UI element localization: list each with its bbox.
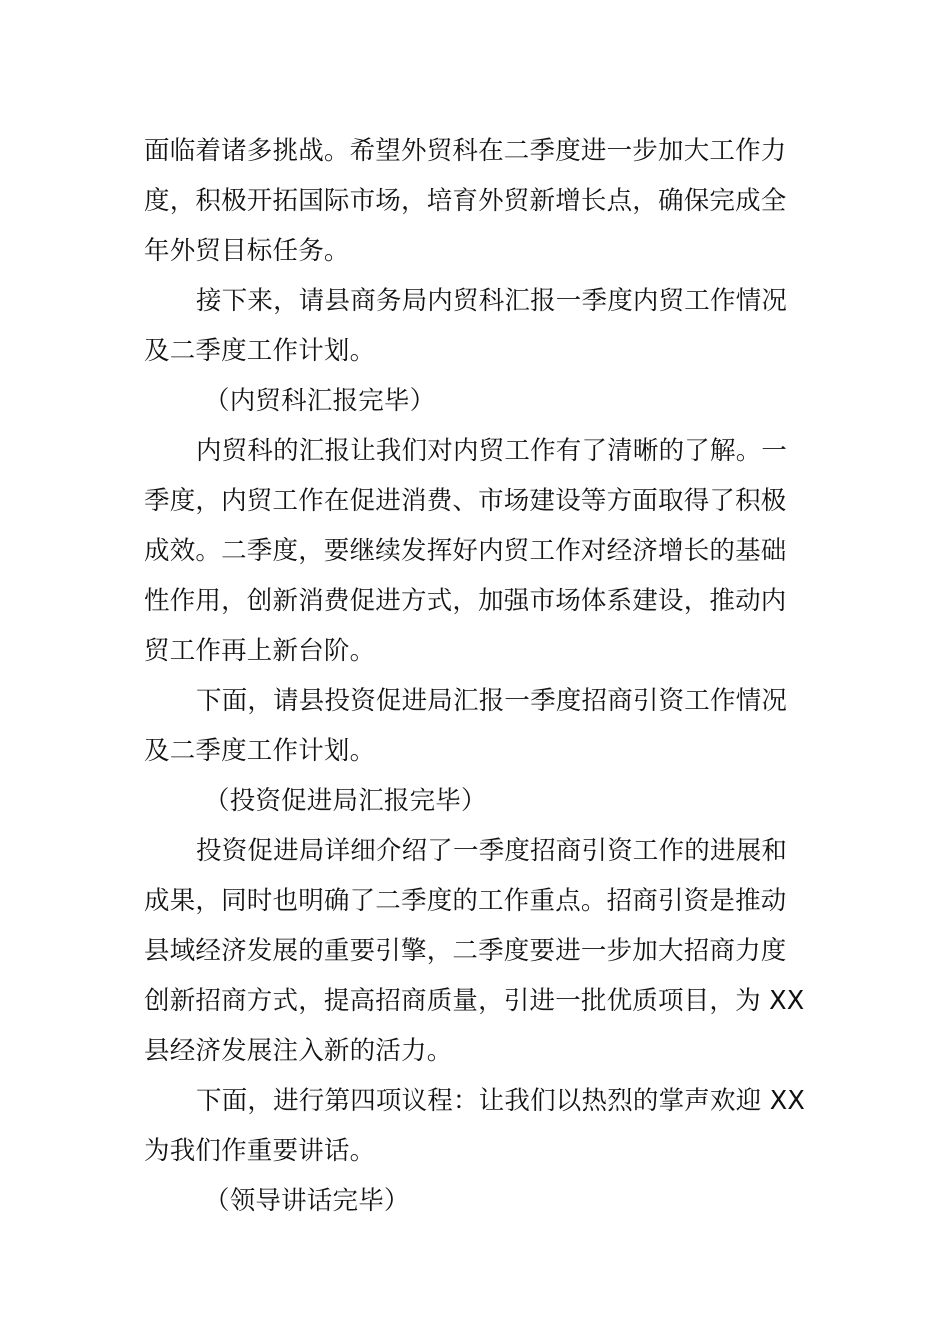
body-text-line: 投资促进局详细介绍了一季度招商引资工作的进展和 — [196, 836, 788, 866]
body-text-line: 县域经济发展的重要引擎，二季度要进一步加大招商力度 — [144, 936, 787, 966]
body-text-line: 面临着诸多挑战。希望外贸科在二季度进一步加大工作力 — [144, 136, 787, 166]
body-text-line: 及二季度工作计划。 — [144, 736, 376, 766]
body-text-line: 下面，请县投资促进局汇报一季度招商引资工作情况 — [196, 686, 788, 716]
body-text-line: 内贸科的汇报让我们对内贸工作有了清晰的了解。一 — [196, 436, 788, 466]
body-text-line: 性作用，创新消费促进方式，加强市场体系建设，推动内 — [144, 586, 787, 616]
stage-direction: （领导讲话完毕） — [204, 1186, 410, 1216]
body-text-line: 下面，进行第四项议程：让我们以热烈的掌声欢迎 XX — [196, 1086, 806, 1116]
body-text-line: 成效。二季度，要继续发挥好内贸工作对经济增长的基础 — [144, 536, 787, 566]
body-text-line: 度，积极开拓国际市场，培育外贸新增长点，确保完成全 — [144, 186, 787, 216]
body-text-line: 接下来，请县商务局内贸科汇报一季度内贸工作情况 — [196, 286, 788, 316]
body-text-line: 贸工作再上新台阶。 — [144, 636, 376, 666]
body-text-line: 创新招商方式，提高招商质量，引进一批优质项目，为 XX — [144, 986, 805, 1016]
body-text-line: 县经济发展注入新的活力。 — [144, 1036, 453, 1066]
body-text-line: 为我们作重要讲话。 — [144, 1136, 376, 1166]
body-text-line: 年外贸目标任务。 — [144, 236, 350, 266]
body-text-line: 及二季度工作计划。 — [144, 336, 376, 366]
stage-direction: （内贸科汇报完毕） — [204, 386, 436, 416]
body-text-line: 成果，同时也明确了二季度的工作重点。招商引资是推动 — [144, 886, 787, 916]
stage-direction: （投资促进局汇报完毕） — [204, 786, 487, 816]
body-text-line: 季度，内贸工作在促进消费、市场建设等方面取得了积极 — [144, 486, 787, 516]
